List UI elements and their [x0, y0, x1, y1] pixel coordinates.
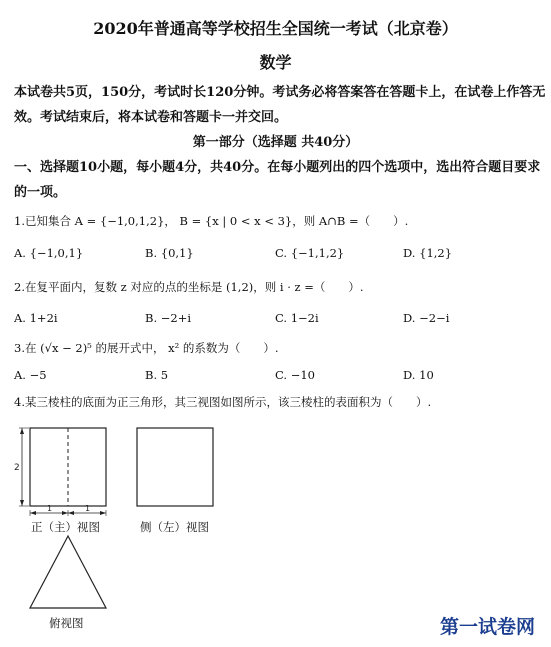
side-view-drawing — [137, 428, 213, 506]
front-view-drawing — [19, 428, 106, 516]
question-2-stem: 2.在复平面内，复数 z 对应的点的坐标是 (1,2)，则 i · z =（ ）. — [14, 280, 364, 294]
q1-option-a: A. {−1,0,1} — [14, 246, 84, 260]
dim-right-label: 1 — [85, 504, 91, 513]
q3-option-d: D. 10 — [403, 368, 434, 382]
part1-desc-line-2: 的一项。 — [14, 185, 67, 200]
front-view-caption: 正（主）视图 — [31, 520, 100, 534]
q1-option-c: C. {−1,1,2} — [275, 246, 345, 260]
q1-option-d: D. {1,2} — [403, 246, 453, 260]
q2-option-c: C. 1−2i — [275, 311, 319, 325]
dim-height-label: 2 — [14, 463, 20, 473]
instructions-line-2: 效。考试结束后，将本试卷和答题卡一并交回。 — [14, 110, 288, 125]
q2-option-d: D. −2−i — [403, 311, 450, 325]
q3-option-b: B. 5 — [145, 368, 169, 382]
side-view-caption: 侧（左）视图 — [140, 520, 209, 534]
top-view-caption: 俯视图 — [49, 616, 84, 630]
part1-desc-line-1: 一、选择题10小题，每小题4分，共40分。在每小题列出的四个选项中，选出符合题目要求 — [14, 160, 541, 175]
question-4-stem: 4.某三棱柱的底面为正三角形，其三视图如图所示，该三棱柱的表面积为（ ）. — [14, 395, 432, 409]
watermark-logo: 第一试卷网 — [440, 616, 536, 638]
exam-title: 2020年普通高等学校招生全国统一考试（北京卷） — [93, 19, 458, 38]
q2-option-a: A. 1+2i — [14, 311, 58, 325]
part1-heading: 第一部分（选择题 共40分） — [192, 135, 359, 150]
q3-option-c: C. −10 — [275, 368, 315, 382]
top-view-drawing — [30, 536, 106, 608]
question-1-stem: 1.已知集合 A = {−1,0,1,2}， B = {x | 0 < x < 3}，则 A∩B =（ ）. — [14, 214, 409, 228]
q3-option-a: A. −5 — [14, 368, 47, 382]
dim-left-label: 1 — [47, 504, 53, 513]
instructions-line-1: 本试卷共5页，150分，考试时长120分钟。考试务必将答案答在答题卡上，在试卷上作答无 — [14, 85, 546, 100]
subject-title: 数学 — [259, 53, 292, 72]
q1-option-b: B. {0,1} — [145, 246, 194, 260]
question-3-stem: 3.在 (√x − 2)⁵ 的展开式中， x² 的系数为（ ）. — [14, 341, 279, 355]
q2-option-b: B. −2+i — [145, 311, 192, 325]
